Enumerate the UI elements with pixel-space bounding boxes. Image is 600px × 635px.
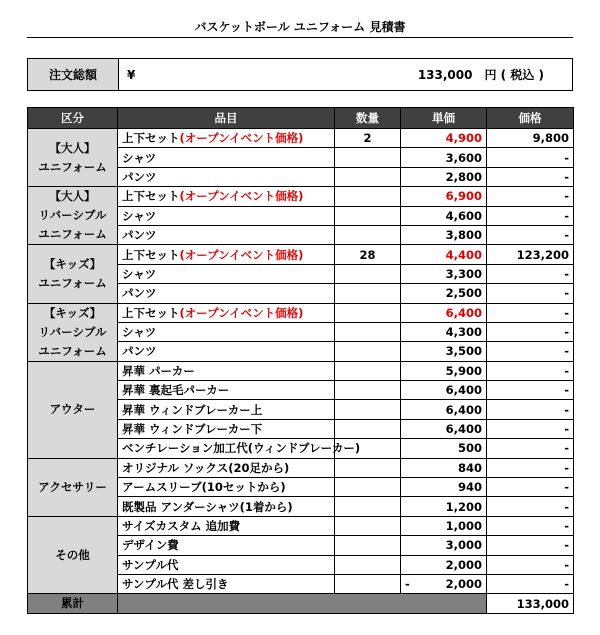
item-name: 上下セット xyxy=(122,189,180,204)
item-cell xyxy=(118,419,335,438)
unit-price-cell: 940 xyxy=(401,478,487,497)
unit-price-cell: 3,800 xyxy=(401,225,487,244)
quantity-cell xyxy=(335,516,401,535)
quantity-cell xyxy=(335,187,401,206)
price-cell: - xyxy=(487,148,574,167)
price-cell: 9,800 xyxy=(487,129,574,148)
item-name: 昇華 ウィンドブレーカー下 xyxy=(122,422,263,437)
quantity-cell xyxy=(335,458,401,477)
unit-price-cell: 4,600 xyxy=(401,206,487,225)
price-cell: - xyxy=(487,225,574,244)
price-cell: - xyxy=(487,284,574,303)
item-cell xyxy=(118,322,335,341)
category-cell xyxy=(28,303,118,361)
price-cell: - xyxy=(487,478,574,497)
unit-price-cell: 6,900 xyxy=(401,187,487,206)
price-cell: - xyxy=(487,303,574,322)
price-cell: - xyxy=(487,536,574,555)
item-cell xyxy=(118,187,335,206)
item-promo-note: (オープンイベント価格) xyxy=(179,189,304,204)
unit-price-cell: 4,400 xyxy=(401,245,487,264)
unit-price-cell: 840 xyxy=(401,458,487,477)
item-cell xyxy=(118,497,335,516)
item-name: 上下セット xyxy=(122,247,180,262)
unit-price-cell: 1,200 xyxy=(401,497,487,516)
item-name: 既製品 アンダーシャツ(1着から) xyxy=(122,499,293,514)
table-row xyxy=(28,187,574,206)
category-label-line: 【キッズ】 xyxy=(43,256,102,271)
order-total-amount xyxy=(167,59,572,90)
table-row xyxy=(28,361,574,380)
category-cell xyxy=(28,245,118,303)
unit-price-minus-sign: - xyxy=(405,577,410,592)
category-label-line: アウター xyxy=(49,402,96,417)
item-cell xyxy=(118,264,335,283)
header-unit-price: 単価 xyxy=(401,108,487,129)
category-label-line: ユニフォーム xyxy=(38,227,107,242)
item-name: パンツ xyxy=(122,228,157,243)
item-name: シャツ xyxy=(122,150,157,165)
quantity-cell xyxy=(335,555,401,574)
item-name: アームスリーブ(10セットから) xyxy=(122,480,286,495)
price-cell: - xyxy=(487,574,574,593)
item-cell xyxy=(118,167,335,186)
item-name: 昇華 パーカー xyxy=(122,363,195,378)
price-cell: - xyxy=(487,342,574,361)
price-cell: - xyxy=(487,555,574,574)
item-name: 上下セット xyxy=(122,305,180,320)
item-cell xyxy=(118,225,335,244)
order-total-currency: ¥ xyxy=(127,67,136,82)
unit-price-cell xyxy=(401,574,487,593)
item-cell xyxy=(118,478,335,497)
category-label-line: 【大人】 xyxy=(49,189,96,204)
header-item: 品目 xyxy=(118,108,335,129)
quote-table xyxy=(27,107,574,614)
quote-table-body xyxy=(28,129,574,614)
category-label-line: リバーシブル xyxy=(38,208,107,223)
unit-price-cell: 6,400 xyxy=(401,400,487,419)
category-label-line: その他 xyxy=(55,547,90,562)
quantity-cell xyxy=(335,206,401,225)
category-label-line: 【大人】 xyxy=(49,140,96,155)
document-title: バスケットボール ユニフォーム 見積書 xyxy=(194,20,406,34)
price-cell: - xyxy=(487,322,574,341)
quantity-cell xyxy=(335,322,401,341)
order-total-suffix: 円 ( 税込 ) xyxy=(484,68,544,82)
table-row xyxy=(28,303,574,322)
item-cell xyxy=(118,400,335,419)
price-cell: - xyxy=(487,497,574,516)
category-cell xyxy=(28,516,118,594)
price-cell: - xyxy=(487,264,574,283)
table-row xyxy=(28,516,574,535)
item-cell xyxy=(118,516,335,535)
item-name: ベンチレーション加工代(ウィンドブレーカー) xyxy=(122,441,361,456)
unit-price-cell: 6,400 xyxy=(401,303,487,322)
unit-price-value: 2,000 xyxy=(445,577,482,592)
price-cell: - xyxy=(487,381,574,400)
item-name: サイズカスタム 追加費 xyxy=(122,519,241,533)
quantity-cell xyxy=(335,148,401,167)
item-name: シャツ xyxy=(122,325,157,340)
item-name: パンツ xyxy=(122,169,157,184)
price-cell: - xyxy=(487,516,574,535)
item-name: オリジナル ソックス(20足から) xyxy=(122,460,290,475)
item-promo-note: (オープンイベント価格) xyxy=(179,131,304,146)
item-name: 上下セット xyxy=(122,131,180,146)
sum-row xyxy=(28,594,574,614)
unit-price-cell: 500 xyxy=(401,439,487,458)
item-name: サンプル代 xyxy=(122,557,179,572)
order-total-label: 注文総額 xyxy=(28,59,119,90)
price-cell: - xyxy=(487,187,574,206)
item-promo-note: (オープンイベント価格) xyxy=(179,305,304,320)
table-header-row xyxy=(28,108,574,129)
quantity-cell xyxy=(335,419,401,438)
unit-price-cell: 4,300 xyxy=(401,322,487,341)
price-cell: - xyxy=(487,167,574,186)
price-cell: 123,200 xyxy=(487,245,574,264)
quantity-cell xyxy=(335,400,401,419)
header-category: 区分 xyxy=(28,108,118,129)
category-cell xyxy=(28,361,118,458)
item-name: 昇華 裏起毛パーカー xyxy=(122,383,230,398)
price-cell: - xyxy=(487,206,574,225)
unit-price-cell: 2,800 xyxy=(401,167,487,186)
category-cell xyxy=(28,129,118,187)
item-cell xyxy=(118,574,335,593)
quantity-cell xyxy=(335,574,401,593)
category-cell xyxy=(28,458,118,516)
table-row xyxy=(28,129,574,148)
category-label-line: ユニフォーム xyxy=(38,343,107,358)
item-promo-note: (オープンイベント価格) xyxy=(179,247,304,262)
item-cell xyxy=(118,342,335,361)
unit-price-cell: 6,400 xyxy=(401,419,487,438)
item-cell xyxy=(118,129,335,148)
price-cell: - xyxy=(487,458,574,477)
item-cell xyxy=(118,381,335,400)
order-total-value: 133,000 xyxy=(417,67,473,82)
category-label-line: リバーシブル xyxy=(38,324,107,339)
item-cell xyxy=(118,536,335,555)
quantity-cell xyxy=(335,478,401,497)
quantity-cell xyxy=(335,303,401,322)
unit-price-cell: 4,900 xyxy=(401,129,487,148)
category-cell xyxy=(28,187,118,245)
quantity-cell xyxy=(335,264,401,283)
quantity-cell xyxy=(335,381,401,400)
quantity-cell xyxy=(335,361,401,380)
quantity-cell xyxy=(335,167,401,186)
category-label-line: 【キッズ】 xyxy=(43,305,102,320)
item-cell xyxy=(118,303,335,322)
sum-price: 133,000 xyxy=(487,594,574,614)
title-underline xyxy=(27,37,573,38)
item-cell xyxy=(118,284,335,303)
unit-price-cell: 2,500 xyxy=(401,284,487,303)
table-row xyxy=(28,245,574,264)
item-name: サンプル代 差し引き xyxy=(122,577,229,592)
item-cell xyxy=(118,361,335,380)
item-name: シャツ xyxy=(122,208,157,223)
category-label-line: ユニフォーム xyxy=(38,159,107,174)
unit-price-cell: 2,000 xyxy=(401,555,487,574)
table-row xyxy=(28,458,574,477)
item-cell xyxy=(118,148,335,167)
item-cell xyxy=(118,206,335,225)
item-name: パンツ xyxy=(122,344,157,359)
unit-price-cell: 5,900 xyxy=(401,361,487,380)
item-name: シャツ xyxy=(122,266,157,281)
unit-price-cell: 3,500 xyxy=(401,342,487,361)
price-cell: - xyxy=(487,400,574,419)
quantity-cell xyxy=(335,497,401,516)
unit-price-cell: 3,300 xyxy=(401,264,487,283)
price-cell: - xyxy=(487,439,574,458)
quantity-cell xyxy=(335,536,401,555)
item-cell xyxy=(118,245,335,264)
unit-price-cell: 1,000 xyxy=(401,516,487,535)
unit-price-cell: 3,000 xyxy=(401,536,487,555)
quantity-cell: 28 xyxy=(335,245,401,264)
quantity-cell xyxy=(335,284,401,303)
unit-price-cell: 6,400 xyxy=(401,381,487,400)
item-cell xyxy=(118,555,335,574)
header-price: 価格 xyxy=(487,108,574,129)
category-label-line: ユニフォーム xyxy=(38,275,107,290)
header-quantity: 数量 xyxy=(335,108,401,129)
item-cell xyxy=(118,458,335,477)
quantity-cell: 2 xyxy=(335,129,401,148)
item-name: 昇華 ウィンドブレーカー上 xyxy=(122,402,263,417)
item-cell xyxy=(118,439,361,458)
sum-spacer xyxy=(118,594,487,614)
order-total-box xyxy=(27,58,573,91)
item-name: パンツ xyxy=(122,286,157,301)
price-cell: - xyxy=(487,361,574,380)
price-cell: - xyxy=(487,419,574,438)
sum-label: 累計 xyxy=(28,594,118,614)
item-name: デザイン費 xyxy=(122,538,179,553)
unit-price-cell: 3,600 xyxy=(401,148,487,167)
quantity-cell xyxy=(335,225,401,244)
quantity-cell xyxy=(335,342,401,361)
category-label-line: アクセサリー xyxy=(38,479,107,494)
